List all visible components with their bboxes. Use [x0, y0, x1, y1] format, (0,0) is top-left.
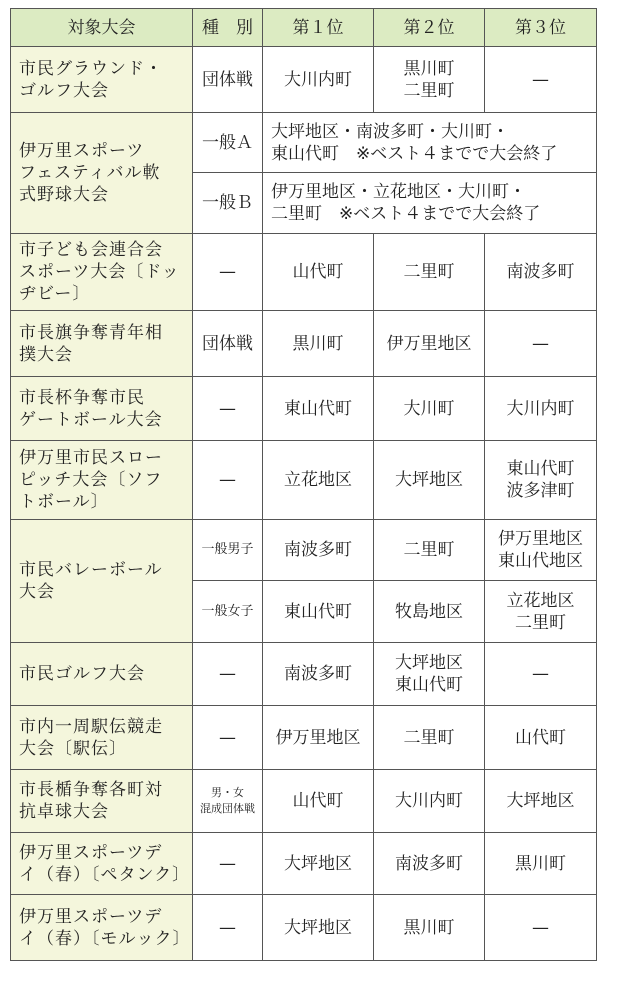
first-place: 東山代町 — [263, 581, 374, 643]
header-type: 種 別 — [193, 9, 263, 47]
third-place: — — [485, 47, 597, 113]
result-note: 大坪地区・南波多町・大川町・ 東山代町 ※ベスト４までで大会終了 — [263, 113, 597, 173]
event-name: 市民ゴルフ大会 — [11, 643, 193, 706]
category: 一般Ａ — [193, 113, 263, 173]
second-place: 黒川町 — [374, 895, 485, 961]
second-place: 大川町 — [374, 377, 485, 441]
event-name: 市長旗争奪青年相 撲大会 — [11, 311, 193, 377]
third-place: 山代町 — [485, 706, 597, 770]
second-place: 伊万里地区 — [374, 311, 485, 377]
second-place: 二里町 — [374, 520, 485, 581]
category: 団体戦 — [193, 311, 263, 377]
category: — — [193, 441, 263, 520]
event-name: 市子ども会連合会 スポーツ大会〔ドッ ヂビー〕 — [11, 234, 193, 311]
table-row — [11, 47, 597, 113]
header-third: 第３位 — [485, 9, 597, 47]
event-name: 伊万里市民スロー ピッチ大会〔ソフ トボール〕 — [11, 441, 193, 520]
table-row — [11, 895, 597, 961]
table-row — [11, 441, 597, 520]
first-place: 山代町 — [263, 234, 374, 311]
table-row — [11, 706, 597, 770]
category: — — [193, 643, 263, 706]
first-place: 大坪地区 — [263, 833, 374, 895]
third-place: — — [485, 643, 597, 706]
second-place: 南波多町 — [374, 833, 485, 895]
second-place: 大坪地区 — [374, 441, 485, 520]
event-name: 市内一周駅伝競走 大会〔駅伝〕 — [11, 706, 193, 770]
category: 団体戦 — [193, 47, 263, 113]
third-place: 伊万里地区 東山代地区 — [485, 520, 597, 581]
first-place: 山代町 — [263, 770, 374, 833]
category: — — [193, 833, 263, 895]
results-table — [10, 8, 597, 961]
table-row — [11, 643, 597, 706]
result-note: 伊万里地区・立花地区・大川町・ 二里町 ※ベスト４までで大会終了 — [263, 173, 597, 234]
category: — — [193, 706, 263, 770]
category: 一般男子 — [193, 520, 263, 581]
event-name: 伊万里スポーツデ イ（春）〔ペタンク〕 — [11, 833, 193, 895]
category: — — [193, 895, 263, 961]
table-row — [11, 234, 597, 311]
third-place: — — [485, 895, 597, 961]
second-place: 黒川町 二里町 — [374, 47, 485, 113]
category: — — [193, 234, 263, 311]
second-place: 大坪地区 東山代町 — [374, 643, 485, 706]
event-name: 伊万里スポーツデ イ（春）〔モルック〕 — [11, 895, 193, 961]
third-place: 大坪地区 — [485, 770, 597, 833]
event-name: 市民グラウンド・ ゴルフ大会 — [11, 47, 193, 113]
event-name: 市民バレーボール 大会 — [11, 520, 193, 643]
first-place: 立花地区 — [263, 441, 374, 520]
event-name: 市長杯争奪市民 ゲートボール大会 — [11, 377, 193, 441]
second-place: 大川内町 — [374, 770, 485, 833]
first-place: 東山代町 — [263, 377, 374, 441]
first-place: 大坪地区 — [263, 895, 374, 961]
category: 男・女 混成団体戦 — [193, 770, 263, 833]
header-second: 第２位 — [374, 9, 485, 47]
third-place: 黒川町 — [485, 833, 597, 895]
table-row — [11, 833, 597, 895]
third-place: 大川内町 — [485, 377, 597, 441]
header-row — [11, 9, 597, 47]
first-place: 黒川町 — [263, 311, 374, 377]
second-place: 牧島地区 — [374, 581, 485, 643]
first-place: 大川内町 — [263, 47, 374, 113]
first-place: 南波多町 — [263, 520, 374, 581]
second-place: 二里町 — [374, 706, 485, 770]
table-row — [11, 770, 597, 833]
second-place: 二里町 — [374, 234, 485, 311]
third-place: 東山代町 波多津町 — [485, 441, 597, 520]
table-row — [11, 520, 597, 581]
category: 一般女子 — [193, 581, 263, 643]
first-place: 南波多町 — [263, 643, 374, 706]
category: — — [193, 377, 263, 441]
event-name: 市長楯争奪各町対 抗卓球大会 — [11, 770, 193, 833]
table-row — [11, 113, 597, 173]
category: 一般Ｂ — [193, 173, 263, 234]
third-place: 立花地区 二里町 — [485, 581, 597, 643]
table-row — [11, 377, 597, 441]
event-name: 伊万里スポーツ フェスティバル軟 式野球大会 — [11, 113, 193, 234]
third-place: 南波多町 — [485, 234, 597, 311]
third-place: — — [485, 311, 597, 377]
table-row — [11, 311, 597, 377]
header-first: 第１位 — [263, 9, 374, 47]
header-event: 対象大会 — [11, 9, 193, 47]
first-place: 伊万里地区 — [263, 706, 374, 770]
